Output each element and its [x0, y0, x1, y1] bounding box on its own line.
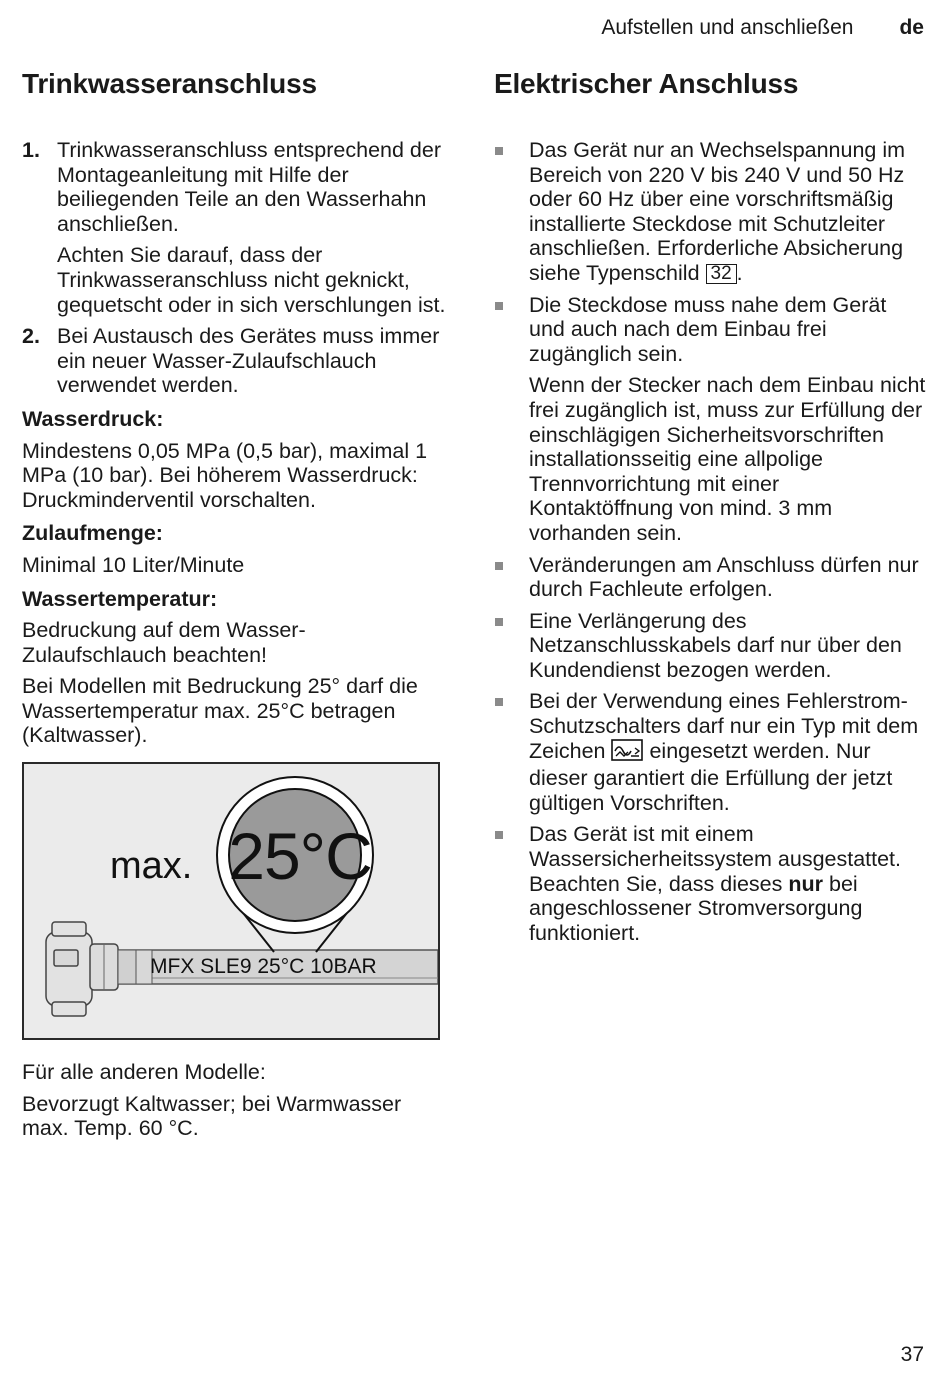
step-note: Achten Sie darauf, dass der Trinkwasseranschluss nicht geknickt, gequetscht oder in sich verschlungen ist. — [57, 243, 446, 317]
flow-text: Minimal 10 Liter/Minute — [22, 552, 245, 577]
bullet-text-cont: bei angeschlossener Stromversorgung funktioniert. — [529, 871, 863, 945]
bullet-text: Das Gerät nur an Wechselspannung im Bereich von 220 V bis 240 V und 50 Hz oder 60 Hz über eine vorschriftsmäßig installierte Steckdose mit Schutzleiter anschließen. Erforderliche Absicherung siehe Typenschild — [529, 138, 906, 285]
language-code: de — [899, 16, 924, 39]
temperature-text-1: Bedruckung auf dem Wasser-Zulaufschlauch beachten! — [22, 618, 306, 667]
step-text: Trinkwasseranschluss entsprechend der Montageanleitung mit Hilfe der beiliegenden Teile an den Wasserhahn anschließen. — [57, 138, 441, 236]
page-header — [601, 13, 924, 43]
page-number: 37 — [900, 1343, 924, 1366]
bullet-marker — [495, 147, 503, 155]
bullet-marker — [495, 302, 503, 310]
bullet-marker — [495, 562, 503, 570]
step-1 — [22, 138, 447, 317]
pressure-label: Wasserdruck: — [22, 406, 164, 431]
bullet-text: Veränderungen am Anschluss dürfen nur durch Fachleute erfolgen. — [529, 552, 919, 602]
hose-label-figure — [22, 762, 440, 1040]
bullet-changes — [494, 553, 926, 602]
pressure-text: Mindestens 0,05 MPa (0,5 bar), maximal 1 MPa (10 bar). Bei höherem Wasserdruck: Druckminderventil vorschalten. — [22, 438, 428, 512]
max-label: max. — [110, 845, 193, 888]
other-models-label: Für alle anderen Modelle: — [22, 1060, 266, 1085]
drinking-water-heading: Trinkwasseranschluss — [22, 68, 317, 99]
step-number: 1. — [22, 138, 40, 162]
section-title: Aufstellen und anschließen — [601, 16, 854, 39]
bullet-note: Wenn der Stecker nach dem Einbau nicht frei zugänglich ist, muss zur Erfüllung der einschlägigen Sicherheitsvorschriften installationsseitig eine allpolige Trennvorrichtung mit einer Kontaktöffnung von mind. 3 mm vorhanden sein. — [529, 373, 926, 545]
hose-print: MFX SLE9 25°C 10BAR — [150, 955, 377, 979]
bullet-text: Die Steckdose muss nahe dem Gerät und auch nach dem Einbau frei zugänglich sein. — [529, 292, 887, 366]
bullet-marker — [495, 831, 503, 839]
right-column — [494, 64, 926, 952]
bullet-marker — [495, 698, 503, 706]
left-column — [22, 64, 447, 1148]
hose-illustration — [24, 764, 438, 1038]
bullet-extension — [494, 609, 926, 683]
bullet-water-safety — [494, 822, 926, 945]
bullet-text: Bei der Verwendung eines Fehlerstrom-Schutzschalters darf nur ein Typ mit dem Zeichen — [529, 689, 919, 763]
bullet-socket — [494, 293, 926, 546]
temperature-label: Wassertemperatur: — [22, 586, 218, 611]
bullet-end: . — [736, 260, 743, 285]
flow-label: Zulaufmenge: — [22, 521, 163, 546]
bullet-marker — [495, 618, 503, 626]
rating-plate-reference: 32 — [706, 264, 737, 284]
other-models-text: Bevorzugt Kaltwasser; bei Warmwasser max. Temp. 60 °C. — [22, 1091, 402, 1141]
bullet-text: Das Gerät ist mit einem Wassersicherheitssystem ausgestattet. Beachten Sie, dass dieses — [529, 822, 902, 896]
bullet-text-cont: eingesetzt werden. Nur dieser garantiert die Erfüllung der jetzt gültigen Vorschriften. — [529, 738, 893, 815]
step-text: Bei Austausch des Gerätes muss immer ein neuer Wasser-Zulaufschlauch verwendet werden. — [57, 324, 440, 398]
step-number: 2. — [22, 324, 40, 349]
electrical-heading: Elektrischer Anschluss — [494, 68, 799, 99]
bullet-rcd — [494, 689, 926, 815]
bullet-voltage — [494, 138, 926, 286]
rcd-symbol-icon — [611, 739, 643, 767]
bullet-text: Eine Verlängerung des Netzanschlusskabels darf nur über den Kundendienst bezogen werden. — [529, 608, 902, 682]
step-2 — [22, 324, 447, 398]
temperature-text-2: Bei Modellen mit Bedruckung 25° darf die Wassertemperatur max. 25°C betragen (Kaltwasser). — [22, 674, 418, 748]
emphasis-word: nur — [788, 871, 824, 896]
temperature-magnified: 25°C — [228, 819, 372, 894]
